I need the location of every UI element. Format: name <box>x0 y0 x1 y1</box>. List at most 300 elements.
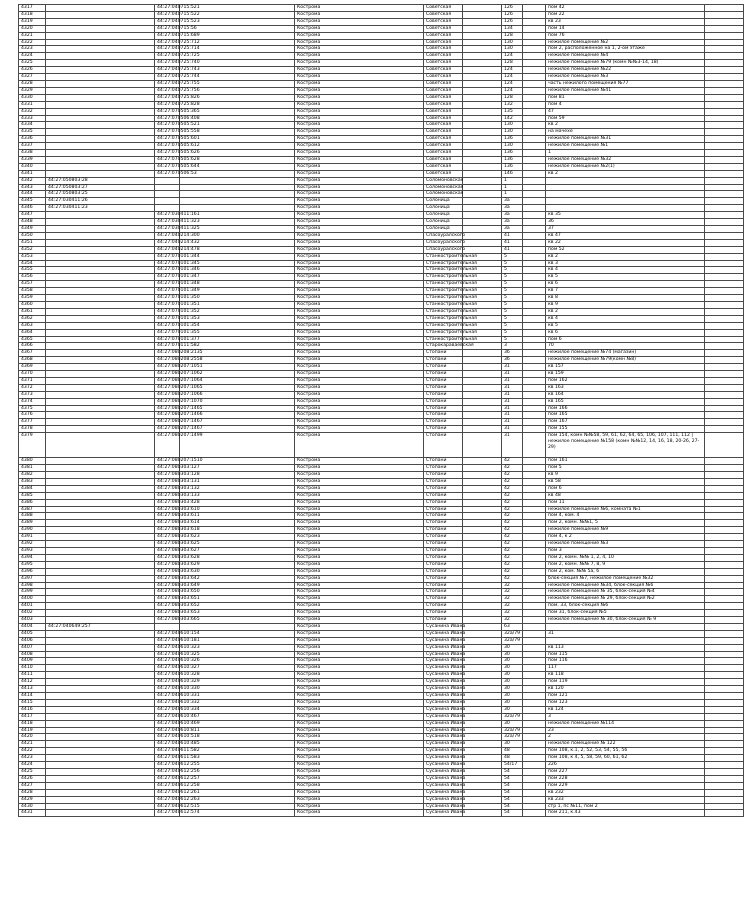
empty-cell <box>705 658 744 665</box>
house-number-cell: 30 <box>502 720 523 727</box>
street-cell: Сусанина Ивана <box>424 672 463 679</box>
table-row <box>19 527 744 534</box>
object-cadastral-number-cell: 44:27:030411:323 <box>155 219 180 226</box>
city-cell: Кострома <box>295 679 424 686</box>
table-row <box>19 39 744 46</box>
empty-cell <box>523 129 546 136</box>
empty-cell <box>463 623 502 630</box>
house-number-cell: 42 <box>502 541 523 548</box>
object-cadastral-number-cell: 44:27:080303:610 <box>155 506 180 513</box>
city-cell: Кострома <box>295 433 424 458</box>
empty-cell <box>463 568 502 575</box>
empty-cell <box>523 336 546 343</box>
empty-cell <box>705 371 744 378</box>
row-number-cell: 4321 <box>19 32 46 39</box>
city-cell: Кострома <box>295 768 424 775</box>
premises-cell: 70 <box>546 343 705 350</box>
premises-cell: 226 <box>546 762 705 769</box>
street-cell: Сусанина Ивана <box>424 658 463 665</box>
street-cell: Стопани <box>424 527 463 534</box>
empty-cell <box>705 60 744 67</box>
empty-cell <box>523 810 546 817</box>
street-cell: Станкостроительная <box>424 295 463 302</box>
table-row <box>19 357 744 364</box>
land-cadastral-number-cell <box>46 796 155 803</box>
empty-cell <box>463 803 502 810</box>
empty-cell <box>705 87 744 94</box>
registry-sheet <box>18 4 700 817</box>
premises-cell: пом 115 <box>546 651 705 658</box>
object-cadastral-number-cell: 44:27:080303:629 <box>155 561 180 568</box>
empty-cell <box>705 253 744 260</box>
street-cell: Советская <box>424 122 463 129</box>
object-cadastral-number-cell: 44:27:080207:1070 <box>155 398 180 405</box>
street-cell: Советская <box>424 115 463 122</box>
city-cell: Кострома <box>295 295 424 302</box>
empty-cell <box>523 343 546 350</box>
empty-cell <box>705 610 744 617</box>
street-cell: Стопани <box>424 364 463 371</box>
table-row <box>19 582 744 589</box>
premises-cell: пом 166 <box>546 405 705 412</box>
object-cadastral-number-cell: 44:27:080207:1065 <box>155 384 180 391</box>
table-row <box>19 274 744 281</box>
city-cell: Кострома <box>295 122 424 129</box>
city-cell: Кострома <box>295 589 424 596</box>
premises-cell: пом 3 <box>546 547 705 554</box>
premises-cell: кв 124 <box>546 706 705 713</box>
city-cell: Кострома <box>295 191 424 198</box>
street-cell: Сусанина Ивана <box>424 623 463 630</box>
empty-cell <box>463 232 502 239</box>
row-number-cell: 4395 <box>19 561 46 568</box>
empty-cell <box>523 623 546 630</box>
empty-cell <box>705 198 744 205</box>
object-cadastral-number-cell: 44:27:070505:558 <box>155 129 180 136</box>
house-number-cell: 136 <box>502 156 523 163</box>
land-cadastral-number-cell <box>46 143 155 150</box>
empty-cell <box>705 582 744 589</box>
row-number-cell: 4396 <box>19 568 46 575</box>
city-cell: Кострома <box>295 513 424 520</box>
street-cell: Сусанина Ивана <box>424 665 463 672</box>
empty-cell <box>523 506 546 513</box>
object-cadastral-number-cell: 44:27:080303:650 <box>155 589 180 596</box>
table-row <box>19 762 744 769</box>
house-number-cell: 48 <box>502 748 523 755</box>
empty-cell <box>705 541 744 548</box>
land-cadastral-number-cell <box>46 693 155 700</box>
house-number-cell: 30 <box>502 741 523 748</box>
empty-cell <box>523 391 546 398</box>
empty-cell <box>523 755 546 762</box>
empty-cell <box>523 108 546 115</box>
empty-cell <box>523 67 546 74</box>
empty-cell <box>463 94 502 101</box>
house-number-cell: 63 <box>502 623 523 630</box>
empty-cell <box>523 534 546 541</box>
land-cadastral-number-cell <box>46 115 155 122</box>
empty-cell <box>523 101 546 108</box>
street-cell: Советская <box>424 136 463 143</box>
row-number-cell: 4428 <box>19 789 46 796</box>
empty-cell <box>705 596 744 603</box>
premises-cell: часть нежилого помещения №77 <box>546 80 705 87</box>
empty-cell <box>463 219 502 226</box>
premises-cell: пом 11 <box>546 499 705 506</box>
premises-cell: нежилое помещение №2(1) <box>546 163 705 170</box>
premises-cell: пом 22 <box>546 11 705 18</box>
object-cadastral-number-cell: 44:27:080303:642 <box>155 575 180 582</box>
object-cadastral-number-cell: 44:27:080303:625 <box>155 541 180 548</box>
premises-cell: кв 5 <box>546 274 705 281</box>
table-row <box>19 693 744 700</box>
land-cadastral-number-cell <box>46 384 155 391</box>
empty-cell <box>705 122 744 129</box>
land-cadastral-number-cell <box>46 253 155 260</box>
empty-cell <box>523 699 546 706</box>
empty-cell <box>463 205 502 212</box>
house-number-cell: 126 <box>502 11 523 18</box>
row-number-cell: 4378 <box>19 426 46 433</box>
premises-cell: пом 31, блок-секция №5 <box>546 610 705 617</box>
object-cadastral-number-cell: 44:27:080207:1066 <box>155 391 180 398</box>
city-cell: Кострома <box>295 232 424 239</box>
row-number-cell: 4373 <box>19 391 46 398</box>
row-number-cell: 4414 <box>19 693 46 700</box>
street-cell: Стопани <box>424 485 463 492</box>
land-cadastral-number-cell <box>46 163 155 170</box>
land-cadastral-number-cell <box>46 170 155 177</box>
city-cell: Кострома <box>295 472 424 479</box>
street-cell: Советская <box>424 101 463 108</box>
row-number-cell: 4422 <box>19 748 46 755</box>
street-cell: Спасоуралского <box>424 232 463 239</box>
premises-cell: 36 <box>546 219 705 226</box>
house-number-cell: 31 <box>502 371 523 378</box>
object-cadastral-number-cell: 44:27:080207:1465 <box>155 405 180 412</box>
land-cadastral-number-cell <box>46 25 155 32</box>
city-cell: Кострома <box>295 741 424 748</box>
empty-cell <box>523 789 546 796</box>
street-cell: Сусанина Ивана <box>424 713 463 720</box>
table-row <box>19 589 744 596</box>
street-cell: Солоница <box>424 198 463 205</box>
empty-cell <box>523 651 546 658</box>
row-number-cell: 4343 <box>19 184 46 191</box>
object-cadastral-number-cell <box>155 177 180 184</box>
table-row <box>19 623 744 630</box>
city-cell: Кострома <box>295 129 424 136</box>
premises-cell: нежилое помещение №74 (магазин) <box>546 350 705 357</box>
object-cadastral-number-cell: 44:27:070101:344 <box>155 253 180 260</box>
table-row <box>19 260 744 267</box>
empty-cell <box>705 513 744 520</box>
registry-table-body <box>19 5 744 817</box>
empty-cell <box>705 492 744 499</box>
street-cell: Сусанина Ивана <box>424 796 463 803</box>
object-cadastral-number-cell: 44:27:040715:521 <box>155 5 180 12</box>
street-cell: Сусанина Ивана <box>424 686 463 693</box>
row-number-cell: 4360 <box>19 301 46 308</box>
table-row <box>19 596 744 603</box>
city-cell: Кострома <box>295 301 424 308</box>
empty-cell <box>523 150 546 157</box>
empty-cell <box>463 534 502 541</box>
row-number-cell: 4356 <box>19 274 46 281</box>
premises-cell: пом 2, комн. №№ 7, 8, 9 <box>546 561 705 568</box>
table-row <box>19 405 744 412</box>
empty-cell <box>705 693 744 700</box>
object-cadastral-number-cell: 44:27:040612:574 <box>155 810 180 817</box>
object-cadastral-number-cell <box>155 184 180 191</box>
house-number-cell: 30 <box>502 672 523 679</box>
table-row <box>19 603 744 610</box>
empty-cell <box>705 651 744 658</box>
house-number-cell: 124 <box>502 80 523 87</box>
city-cell: Кострома <box>295 11 424 18</box>
row-number-cell: 4338 <box>19 150 46 157</box>
city-cell: Кострома <box>295 115 424 122</box>
house-number-cell: 54 <box>502 803 523 810</box>
premises-cell: пом. 33, блок-секция №6 <box>546 603 705 610</box>
house-number-cell: 32а/79 <box>502 630 523 637</box>
land-cadastral-number-cell <box>46 405 155 412</box>
premises-cell: кв 5 <box>546 322 705 329</box>
empty-cell <box>523 706 546 713</box>
house-number-cell: 5 <box>502 253 523 260</box>
land-cadastral-number-cell <box>46 101 155 108</box>
premises-cell: кв 233 <box>546 796 705 803</box>
empty-cell <box>523 198 546 205</box>
empty-cell <box>523 239 546 246</box>
house-number-cell: 54 <box>502 789 523 796</box>
empty-cell <box>180 198 295 205</box>
street-cell: Стопани <box>424 377 463 384</box>
empty-cell <box>463 426 502 433</box>
street-cell: Советская <box>424 5 463 12</box>
table-row <box>19 308 744 315</box>
empty-cell <box>705 575 744 582</box>
empty-cell <box>523 143 546 150</box>
city-cell: Кострома <box>295 775 424 782</box>
table-row <box>19 433 744 458</box>
city-cell: Кострома <box>295 412 424 419</box>
empty-cell <box>705 789 744 796</box>
empty-cell <box>523 465 546 472</box>
empty-cell <box>523 357 546 364</box>
house-number-cell: 31 <box>502 398 523 405</box>
table-row <box>19 350 744 357</box>
empty-cell <box>705 170 744 177</box>
object-cadastral-number-cell: 44:27:080207:1064 <box>155 377 180 384</box>
table-row <box>19 734 744 741</box>
street-cell: Стопани <box>424 568 463 575</box>
row-number-cell: 4423 <box>19 755 46 762</box>
row-number-cell: 4384 <box>19 485 46 492</box>
house-number-cell: 124 <box>502 67 523 74</box>
empty-cell <box>463 163 502 170</box>
empty-cell <box>705 219 744 226</box>
row-number-cell: 4419 <box>19 727 46 734</box>
premises-cell: пом 6 <box>546 336 705 343</box>
empty-cell <box>705 205 744 212</box>
empty-cell <box>705 391 744 398</box>
street-cell: Сусанина Ивана <box>424 755 463 762</box>
empty-cell <box>705 156 744 163</box>
city-cell: Кострома <box>295 499 424 506</box>
street-cell: Советская <box>424 143 463 150</box>
city-cell: Кострома <box>295 727 424 734</box>
house-number-cell: 41 <box>502 246 523 253</box>
row-number-cell: 4365 <box>19 336 46 343</box>
premises-cell: пом 14 <box>546 25 705 32</box>
table-row <box>19 630 744 637</box>
table-row <box>19 789 744 796</box>
city-cell: Кострома <box>295 458 424 465</box>
row-number-cell: 4405 <box>19 630 46 637</box>
empty-cell <box>705 419 744 426</box>
row-number-cell: 4330 <box>19 94 46 101</box>
city-cell: Кострома <box>295 322 424 329</box>
street-cell: Станкостроительная <box>424 288 463 295</box>
street-cell: Стопани <box>424 478 463 485</box>
empty-cell <box>463 108 502 115</box>
empty-cell <box>705 485 744 492</box>
empty-cell <box>705 191 744 198</box>
house-number-cell: 42 <box>502 499 523 506</box>
object-cadastral-number-cell: 44:27:040610:154 <box>155 630 180 637</box>
empty-cell <box>705 686 744 693</box>
land-cadastral-number-cell <box>46 582 155 589</box>
table-row <box>19 288 744 295</box>
object-cadastral-number-cell <box>155 198 180 205</box>
empty-cell <box>523 458 546 465</box>
table-row <box>19 184 744 191</box>
city-cell: Кострома <box>295 94 424 101</box>
empty-cell <box>705 226 744 233</box>
object-cadastral-number-cell: 44:27:070101:354 <box>155 322 180 329</box>
table-row <box>19 25 744 32</box>
land-cadastral-number-cell <box>46 343 155 350</box>
city-cell: Кострома <box>295 170 424 177</box>
city-cell: Кострома <box>295 343 424 350</box>
empty-cell <box>523 405 546 412</box>
empty-cell <box>523 288 546 295</box>
empty-cell <box>705 679 744 686</box>
empty-cell <box>523 191 546 198</box>
city-cell: Кострома <box>295 398 424 405</box>
table-row <box>19 205 744 212</box>
empty-cell <box>705 322 744 329</box>
row-number-cell: 4381 <box>19 465 46 472</box>
table-row <box>19 53 744 60</box>
empty-cell <box>523 693 546 700</box>
street-cell: Сусанина Ивана <box>424 734 463 741</box>
empty-cell <box>523 315 546 322</box>
empty-cell <box>463 617 502 624</box>
premises-cell: 2 <box>546 734 705 741</box>
empty-cell <box>523 115 546 122</box>
street-cell: Стопани <box>424 582 463 589</box>
empty-cell <box>523 665 546 672</box>
street-cell: Станкостроительная <box>424 308 463 315</box>
land-cadastral-number-cell <box>46 472 155 479</box>
row-number-cell: 4406 <box>19 637 46 644</box>
city-cell: Кострома <box>295 672 424 679</box>
house-number-cell: 42 <box>502 520 523 527</box>
premises-cell: пом 167 <box>546 419 705 426</box>
empty-cell <box>523 713 546 720</box>
street-cell: Станкостроительная <box>424 260 463 267</box>
object-cadastral-number-cell: 44:27:040715:523 <box>155 18 180 25</box>
street-cell: Солоница <box>424 212 463 219</box>
empty-cell <box>463 177 502 184</box>
empty-cell <box>523 329 546 336</box>
empty-cell <box>705 364 744 371</box>
premises-cell: 37 <box>546 226 705 233</box>
premises-cell: кв 4 <box>546 315 705 322</box>
table-row <box>19 329 744 336</box>
house-number-cell: 128 <box>502 32 523 39</box>
house-number-cell: 54 <box>502 768 523 775</box>
object-cadastral-number-cell: 44:27:070505:365 <box>155 108 180 115</box>
row-number-cell: 4431 <box>19 810 46 817</box>
house-number-cell: 32 <box>502 617 523 624</box>
premises-cell: кв 159 <box>546 371 705 378</box>
house-number-cell: 3б <box>502 350 523 357</box>
premises-cell: блок-секция №7, нежилое помещение №32 <box>546 575 705 582</box>
object-cadastral-number-cell: 44:27:040725:755 <box>155 80 180 87</box>
row-number-cell: 4420 <box>19 734 46 741</box>
premises-cell: нежилое помещение №3 <box>546 541 705 548</box>
land-cadastral-number-cell <box>46 5 155 12</box>
city-cell: Кострома <box>295 219 424 226</box>
house-number-cell: 128 <box>502 60 523 67</box>
empty-cell <box>705 412 744 419</box>
empty-cell <box>463 384 502 391</box>
land-cadastral-number-cell <box>46 295 155 302</box>
empty-cell <box>705 295 744 302</box>
object-cadastral-number-cell: 44:27:080303:611 <box>155 513 180 520</box>
land-cadastral-number-cell <box>46 706 155 713</box>
premises-cell: кв 163 <box>546 384 705 391</box>
land-cadastral-number-cell <box>46 748 155 755</box>
city-cell: Кострома <box>295 274 424 281</box>
table-row <box>19 391 744 398</box>
house-number-cell: 42 <box>502 458 523 465</box>
empty-cell <box>463 67 502 74</box>
row-number-cell: 4347 <box>19 212 46 219</box>
house-number-cell: 42 <box>502 534 523 541</box>
object-cadastral-number-cell: 44:27:040611:583 <box>155 755 180 762</box>
house-number-cell: 54 <box>502 782 523 789</box>
empty-cell <box>523 53 546 60</box>
house-number-cell: 30 <box>502 693 523 700</box>
row-number-cell: 4391 <box>19 534 46 541</box>
city-cell: Кострома <box>295 734 424 741</box>
house-number-cell: 130 <box>502 143 523 150</box>
empty-cell <box>705 5 744 12</box>
empty-cell <box>463 554 502 561</box>
city-cell: Кострома <box>295 568 424 575</box>
row-number-cell: 4398 <box>19 582 46 589</box>
empty-cell <box>463 156 502 163</box>
city-cell: Кострома <box>295 596 424 603</box>
land-cadastral-number-cell <box>46 686 155 693</box>
premises-cell: пом 2, комн. №№1, 5 <box>546 520 705 527</box>
row-number-cell: 4349 <box>19 226 46 233</box>
